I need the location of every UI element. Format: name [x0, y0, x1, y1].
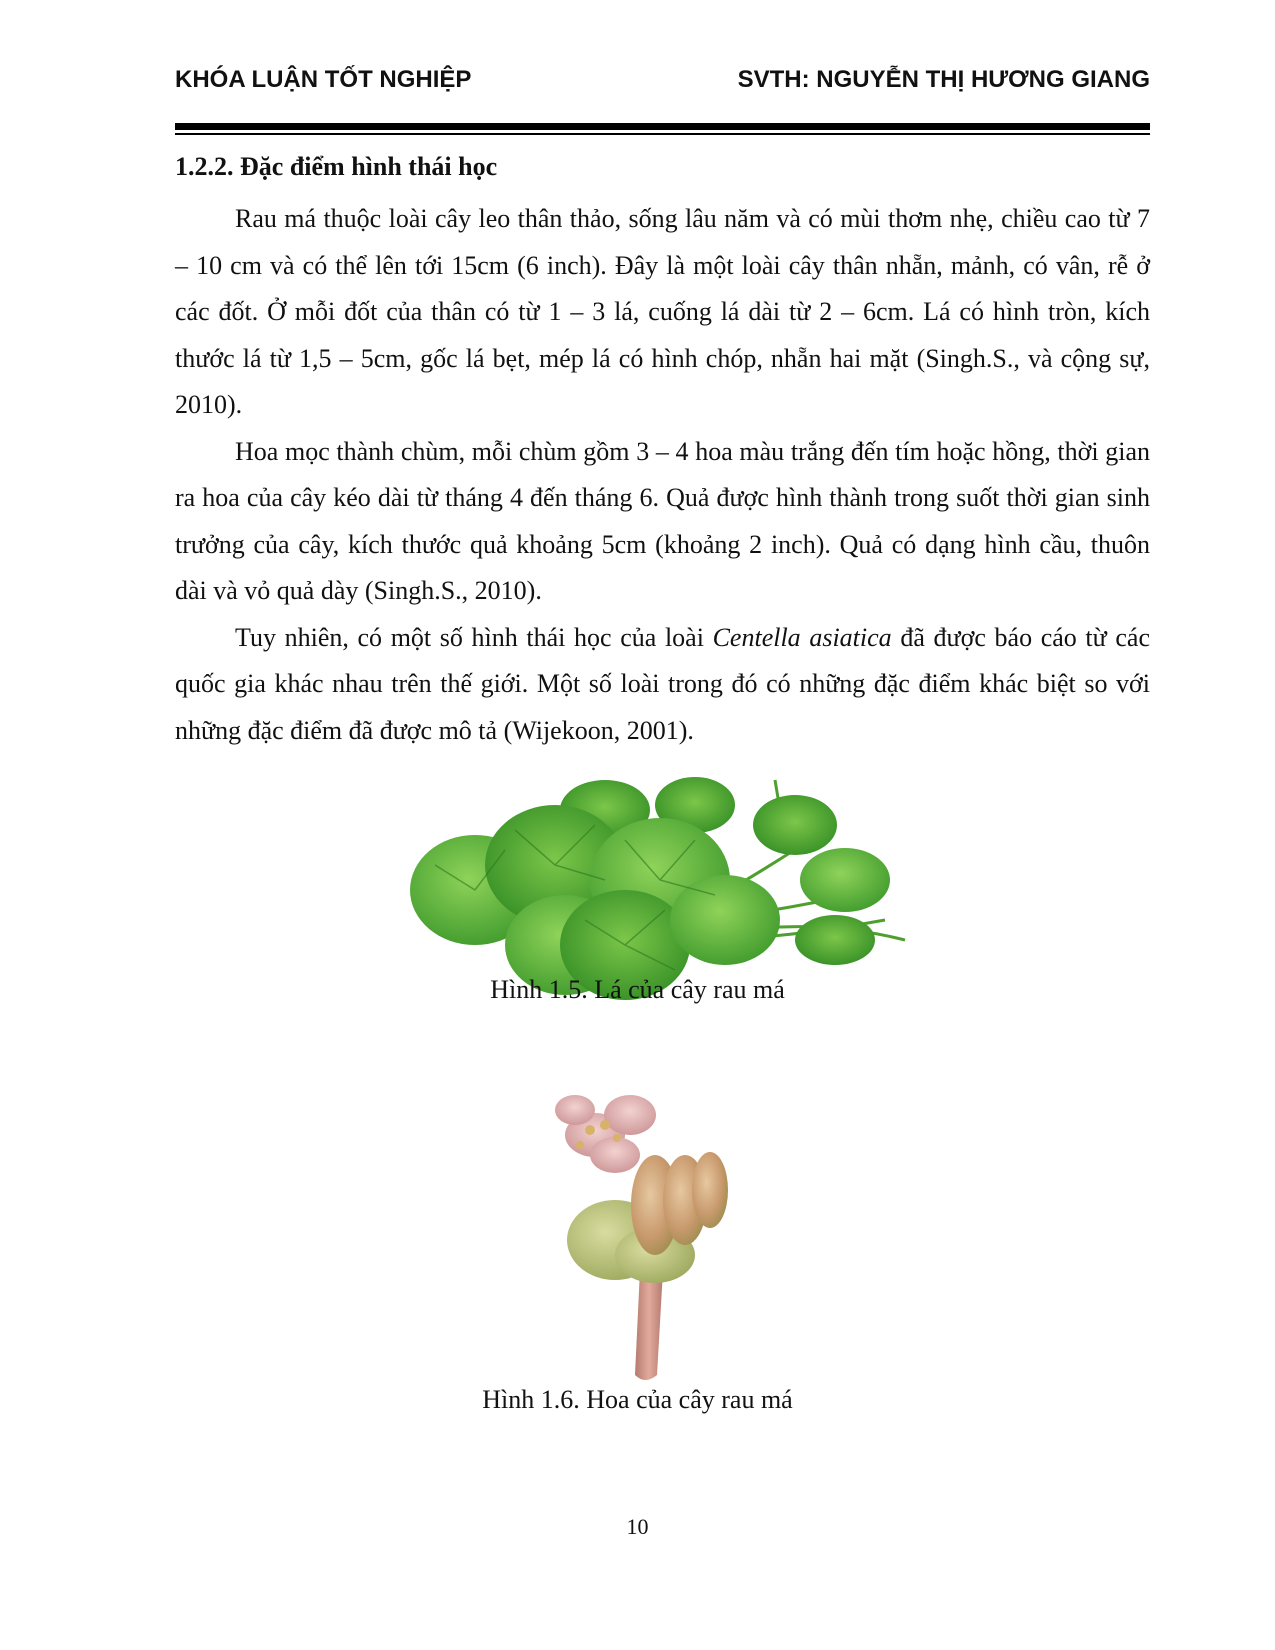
leaves-photo	[405, 770, 915, 1005]
paragraph-2: Hoa mọc thành chùm, mỗi chùm gồm 3 – 4 hoa màu trắng đến tím hoặc hồng, thời gian ra hoa của cây kéo dài từ tháng 4 đến tháng 6. Quả được hình thành trong suốt thời gian sinh trưởng của cây, kích thước quả khoảng 5cm (khoảng 2 inch). Quả có dạng hình cầu, thuôn dài và vỏ quả dày (Singh.S., 2010).	[175, 436, 1150, 605]
flower-petal	[604, 1095, 656, 1135]
header-thesis-label: KHÓA LUẬN TỐT NGHIỆP	[175, 66, 472, 93]
flower-petal	[590, 1137, 640, 1173]
header-rule-thick	[175, 123, 1150, 130]
paragraph-3-end: đã được báo cáo từ các quốc gia khác nhau trên thế giới. Một số loài trong đó có những đặc điểm khác biệt so với những đặc điểm đã được mô tả (Wijekoon, 2001).	[175, 622, 1151, 745]
figure-1-6-caption: Hình 1.6. Hoa của cây rau má	[482, 1385, 793, 1414]
leaf	[795, 915, 875, 965]
leaf	[670, 875, 780, 965]
page-header	[175, 66, 1150, 106]
species-name: Centella asiatica	[712, 622, 892, 652]
page-number: 10	[626, 1514, 649, 1539]
leaf	[753, 795, 837, 855]
flower-photo	[545, 1090, 755, 1390]
flower-bud	[692, 1152, 728, 1228]
paragraph-1: Rau má thuộc loài cây leo thân thảo, sống lâu năm và có mùi thơm nhẹ, chiều cao từ 7 – 10 cm và có thể lên tới 15cm (6 inch). Đây là một loài cây thân nhẵn, mảnh, có vân, rễ ở các đốt. Ở mỗi đốt của thân có từ 1 – 3 lá, cuống lá dài từ 2 – 6cm. Lá có hình tròn, kích thước lá từ 1,5 – 5cm, gốc lá bẹt, mép lá có hình chóp, nhẵn hai mặt (Singh.S., và cộng sự, 2010).	[175, 204, 1150, 419]
flower-petal	[555, 1095, 595, 1125]
section-title: 1.2.2. Đặc điểm hình thái học	[175, 152, 498, 181]
header-rule-thin	[175, 133, 1150, 135]
paragraph-3	[175, 615, 1150, 755]
body-content	[175, 150, 1150, 754]
paragraph-3-start: Tuy nhiên, có một số hình thái học của loài	[235, 622, 713, 652]
leaf	[800, 848, 890, 912]
header-author-label: SVTH: NGUYỄN THỊ HƯƠNG GIANG	[737, 66, 1150, 93]
figure-1-5-caption: Hình 1.5. Lá của cây rau má	[490, 975, 785, 1004]
